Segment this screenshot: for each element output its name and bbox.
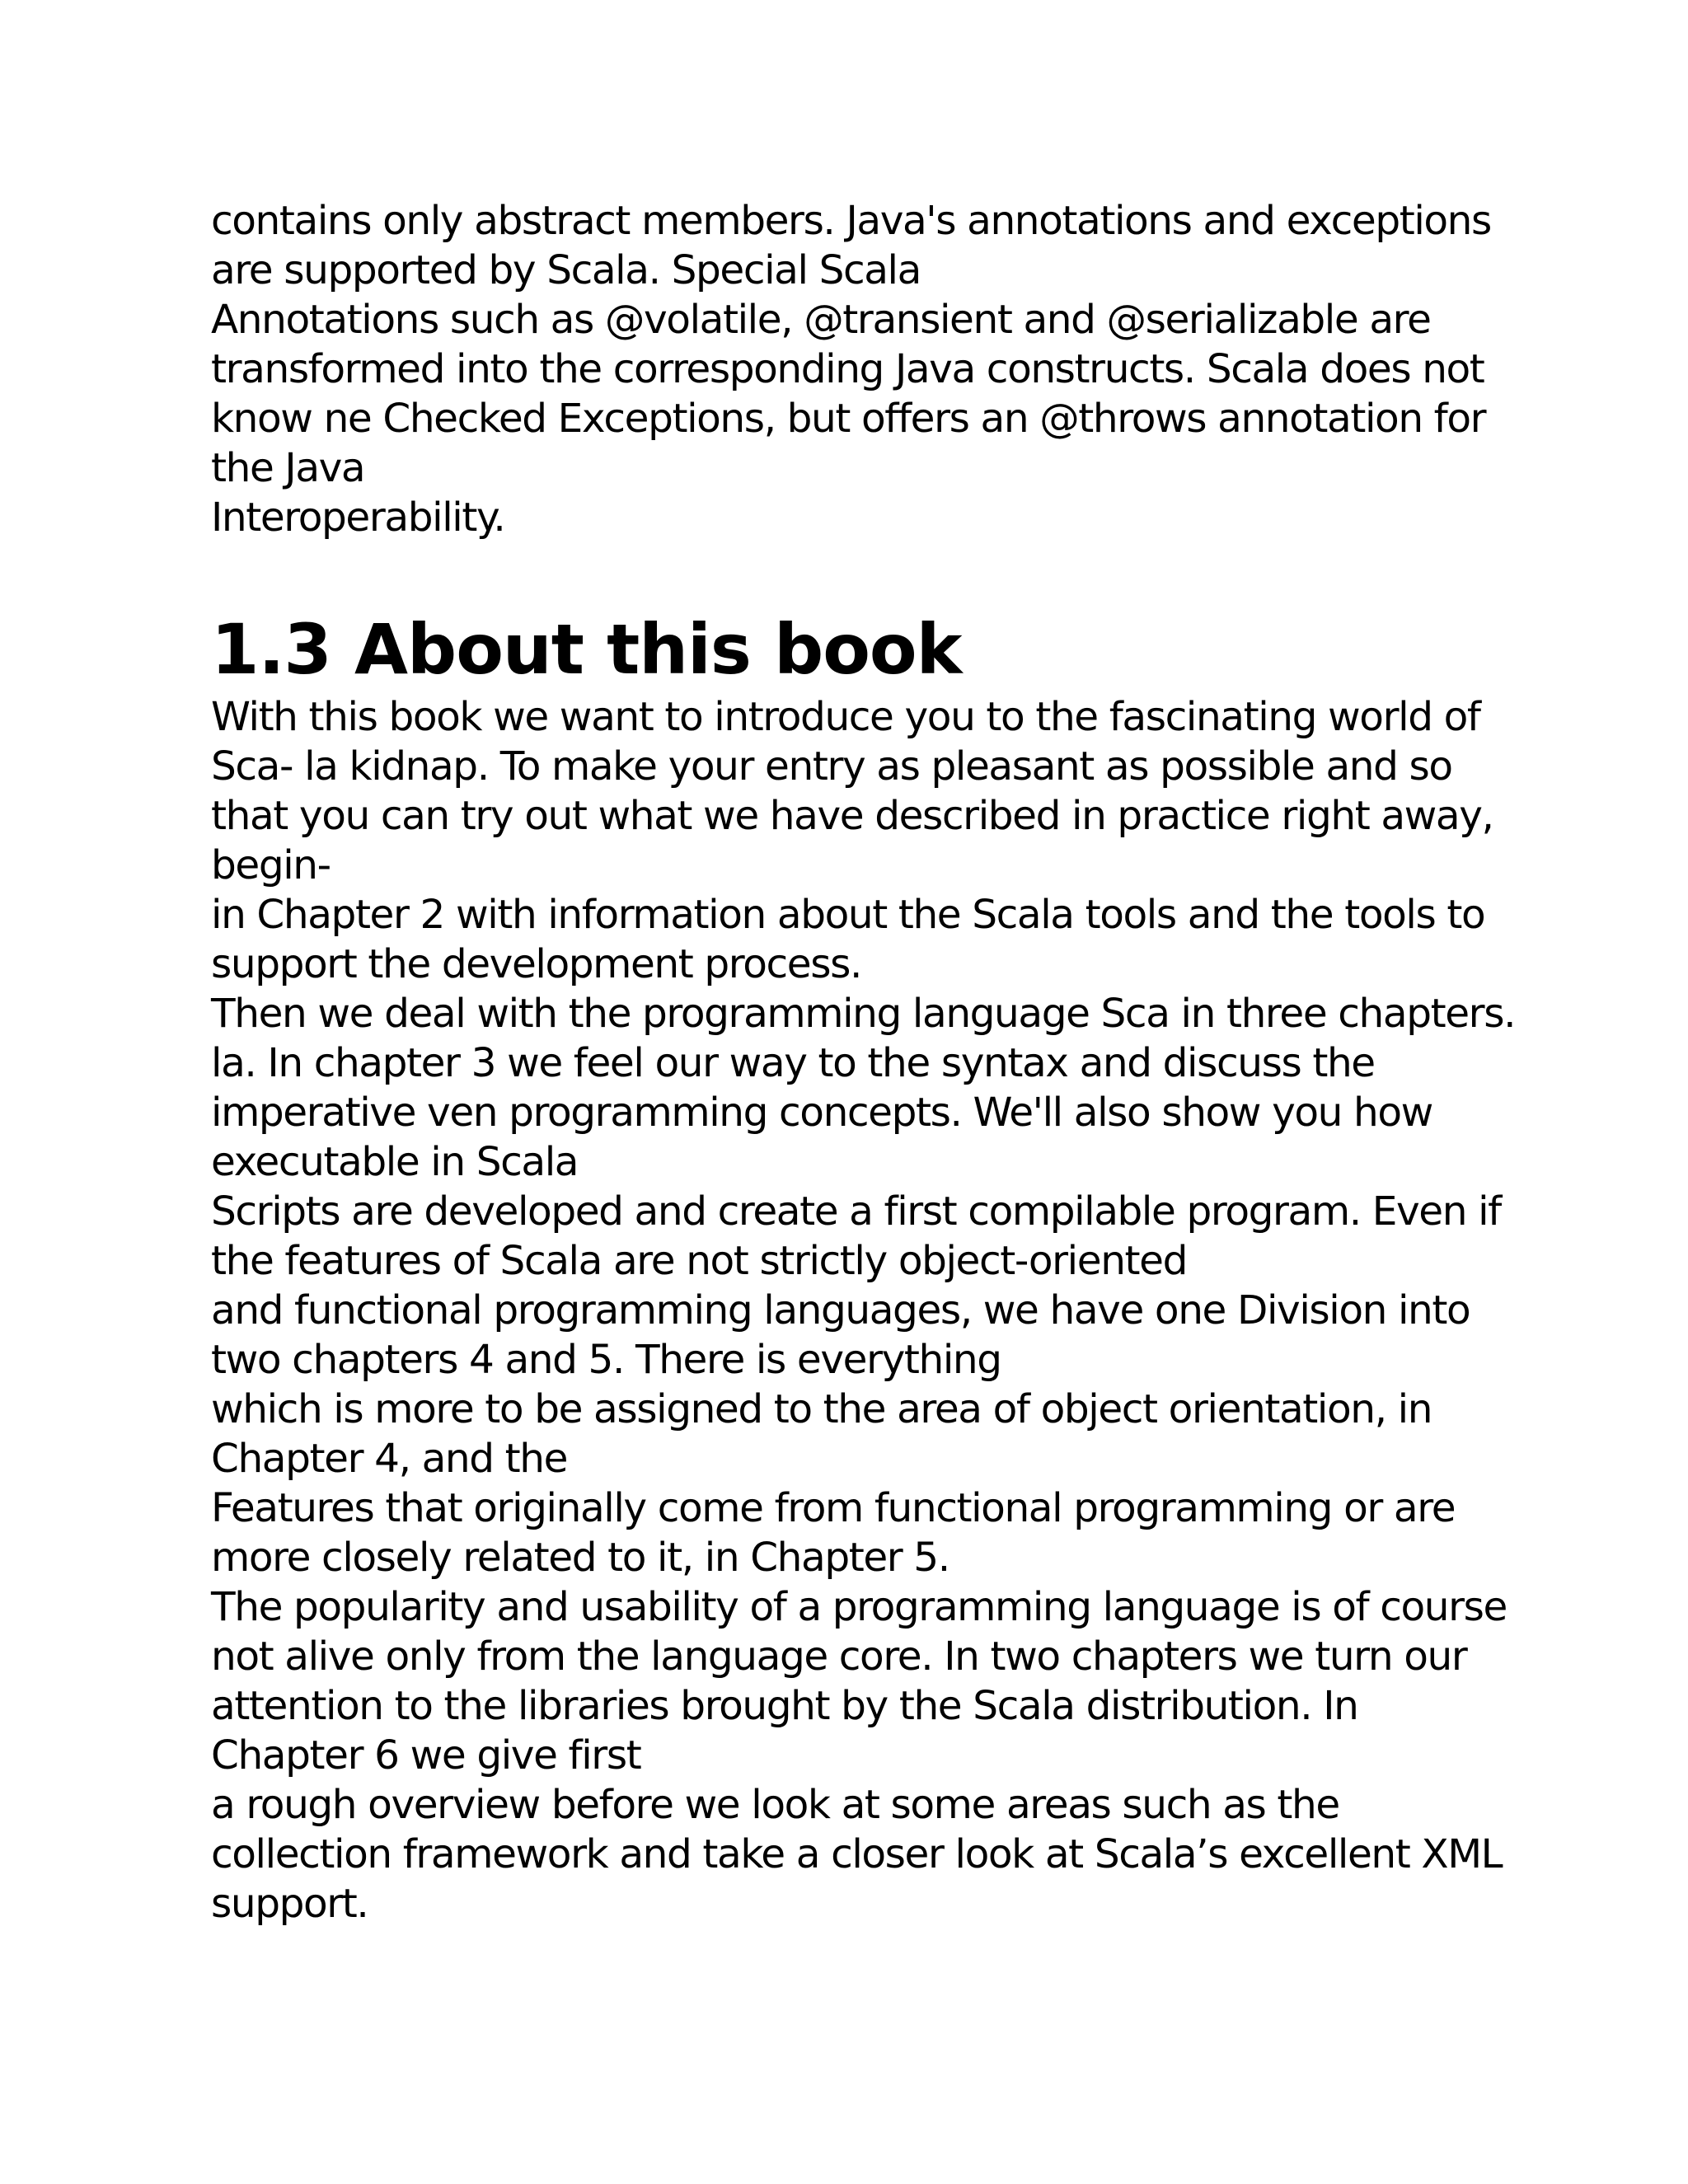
text-line: attention to the libraries brought by the Scala distribution. In	[211, 1683, 1358, 1729]
section-heading: 1.3 About this book	[211, 609, 962, 690]
text-line: Annotations such as @volatile, @transient and @serializable are	[211, 297, 1431, 343]
text-line: are supported by Scala. Special Scala	[211, 247, 921, 293]
text-line: Scripts are developed and create a first compilable program. Even if	[211, 1188, 1501, 1235]
text-line: two chapters 4 and 5. There is everything	[211, 1337, 1001, 1383]
text-line: The popularity and usability of a programming language is of course	[211, 1584, 1507, 1630]
text-line: support the development process.	[211, 941, 861, 987]
text-line: With this book we want to introduce you to the fascinating world of	[211, 694, 1480, 740]
text-line: a rough overview before we look at some areas such as the	[211, 1782, 1339, 1828]
text-line: which is more to be assigned to the area of object orientation, in	[211, 1386, 1432, 1432]
section-body	[211, 692, 1516, 1929]
text-line: Sca- la kidnap. To make your entry as pleasant as possible and so	[211, 743, 1452, 790]
text-line: Chapter 6 we give first	[211, 1732, 641, 1779]
text-line: contains only abstract members. Java's annotations and exceptions	[211, 198, 1491, 244]
text-line: support.	[211, 1881, 368, 1927]
intro-paragraph	[211, 196, 1497, 542]
text-line: that you can try out what we have described in practice right away,	[211, 793, 1493, 839]
text-line: more closely related to it, in Chapter 5.	[211, 1535, 950, 1581]
text-line: collection framework and take a closer look at Scala’s excellent XML	[211, 1831, 1503, 1877]
text-line: know ne Checked Exceptions, but offers an @throws annotation for	[211, 396, 1486, 442]
document-page	[211, 196, 1516, 1929]
text-line: imperative ven programming concepts. We'll also show you how	[211, 1090, 1432, 1136]
text-line: begin-	[211, 842, 331, 888]
text-line: la. In chapter 3 we feel our way to the syntax and discuss the	[211, 1040, 1375, 1086]
text-line: Chapter 4, and the	[211, 1436, 568, 1482]
text-line: not alive only from the language core. In two chapters we turn our	[211, 1633, 1467, 1680]
text-line: Interoperability.	[211, 494, 505, 541]
text-line: executable in Scala	[211, 1139, 579, 1185]
text-line: Then we deal with the programming language Sca in three chapters.	[211, 991, 1516, 1037]
text-line: and functional programming languages, we have one Division into	[211, 1287, 1470, 1333]
text-line: the features of Scala are not strictly object-oriented	[211, 1238, 1187, 1284]
text-line: the Java	[211, 445, 365, 491]
text-line: Features that originally come from functional programming or are	[211, 1485, 1456, 1531]
text-line: in Chapter 2 with information about the Scala tools and the tools to	[211, 892, 1485, 938]
text-line: transformed into the corresponding Java constructs. Scala does not	[211, 346, 1484, 392]
